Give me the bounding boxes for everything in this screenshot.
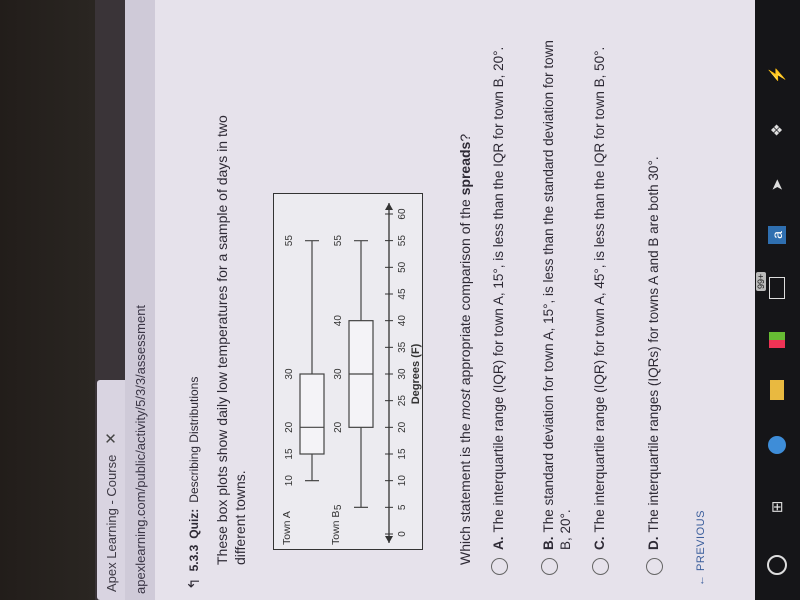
quiz-title: Describing Distributions	[187, 376, 201, 503]
value-label: 55	[333, 235, 344, 247]
start-circle-icon[interactable]	[764, 550, 790, 580]
value-label: 20	[284, 421, 295, 433]
x-tick-label: 15	[397, 448, 408, 460]
breadcrumb	[185, 377, 203, 590]
axis-arrow-left	[385, 536, 393, 543]
question-text: These box plots show daily low temperatures for a sample of days in two different towns.	[214, 115, 248, 565]
prompt-part: appropriate comparison of the	[457, 195, 473, 390]
url-text: apexlearning.com/public/activity/5/3/3/assessment	[132, 304, 148, 594]
dropbox-icon[interactable]: ❖	[769, 123, 786, 137]
value-label: 15	[284, 448, 295, 460]
lightning-icon[interactable]: ⚡	[769, 65, 786, 85]
taskbar	[755, 0, 800, 600]
option-c[interactable]	[591, 35, 609, 575]
x-tick-label: 60	[397, 208, 408, 220]
tab-title: Apex Learning - Course	[103, 454, 119, 592]
value-label: 20	[333, 421, 344, 433]
x-tick-label: 0	[397, 531, 408, 537]
arrow-app-icon[interactable]: ➤	[769, 178, 786, 192]
answer-prompt	[457, 134, 473, 565]
x-tick-label: 10	[397, 475, 408, 487]
x-tick-label: 55	[397, 235, 408, 247]
quiz-number: 5.3.3	[187, 544, 201, 572]
x-axis-title: Degrees (F)	[410, 343, 422, 405]
prompt-strong: spreads	[457, 141, 473, 196]
option-letter: C.	[592, 536, 607, 550]
previous-button[interactable]	[695, 510, 707, 586]
app-a-icon[interactable]	[764, 220, 790, 250]
radio-button[interactable]	[592, 558, 609, 575]
iqr-box	[300, 374, 324, 454]
prompt-emphasis: most	[457, 389, 473, 420]
option-text: The interquartile ranges (IQRs) for towns A and B are both 30°.	[646, 156, 661, 533]
left-arrow-icon: ←	[695, 574, 707, 586]
option-letter: D.	[646, 536, 661, 550]
x-tick-label: 35	[397, 341, 408, 353]
option-text: The standard deviation for town A, 15°, is less than the standard deviation for town B, 20°.	[541, 40, 573, 550]
x-tick-label: 50	[397, 261, 408, 273]
store-icon[interactable]	[764, 325, 790, 355]
option-text: The interquartile range (IQR) for town A, 45°, is less than the IQR for town B, 50°.	[592, 46, 607, 533]
value-label: 5	[333, 504, 344, 511]
quiz-kind: Quiz:	[187, 508, 201, 539]
option-b[interactable]	[540, 35, 574, 575]
background-wall	[0, 0, 95, 600]
radio-button[interactable]	[541, 558, 558, 575]
prompt-part: Which statement is the	[457, 419, 473, 565]
browser-tab[interactable]	[97, 380, 125, 600]
value-label: 30	[284, 368, 295, 380]
option-letter: B.	[541, 536, 556, 550]
task-view-icon[interactable]: ⊞	[769, 500, 786, 514]
x-tick-label: 25	[397, 395, 408, 407]
x-tick-label: 20	[397, 421, 408, 433]
series-label: Town B	[330, 510, 342, 545]
x-tick-label: 5	[397, 504, 408, 511]
option-d[interactable]	[645, 35, 663, 575]
value-label: 30	[333, 368, 344, 380]
folder-icon[interactable]	[764, 375, 790, 405]
edge-browser-icon[interactable]	[764, 430, 790, 460]
box-plot-chart	[273, 193, 423, 550]
browser-tab-bar	[95, 0, 125, 600]
radio-button[interactable]	[491, 558, 508, 575]
x-tick-label: 40	[397, 315, 408, 327]
series-label: Town A	[281, 511, 293, 545]
address-bar[interactable]	[125, 0, 155, 600]
axis-arrow-right	[385, 203, 393, 210]
option-letter: A.	[491, 536, 506, 550]
quiz-page	[155, 0, 755, 600]
x-tick-label: 45	[397, 288, 408, 300]
notification-badge: 99+	[756, 273, 766, 289]
x-tick-label: 30	[397, 368, 408, 380]
option-text: The interquartile range (IQR) for town A, 15°, is less than the IQR for town B, 20°.	[491, 46, 506, 533]
previous-label: PREVIOUS	[695, 510, 707, 571]
value-label: 40	[333, 315, 344, 327]
tab-close-icon[interactable]: ✕	[103, 432, 120, 445]
back-arrow-icon[interactable]: ↰	[186, 577, 203, 590]
mail-icon[interactable]	[756, 271, 790, 305]
prompt-part: ?	[457, 133, 473, 142]
radio-button[interactable]	[646, 558, 663, 575]
value-label: 10	[284, 475, 295, 487]
value-label: 55	[284, 235, 295, 247]
option-a[interactable]	[490, 35, 508, 575]
app-a-label: a	[768, 226, 786, 244]
